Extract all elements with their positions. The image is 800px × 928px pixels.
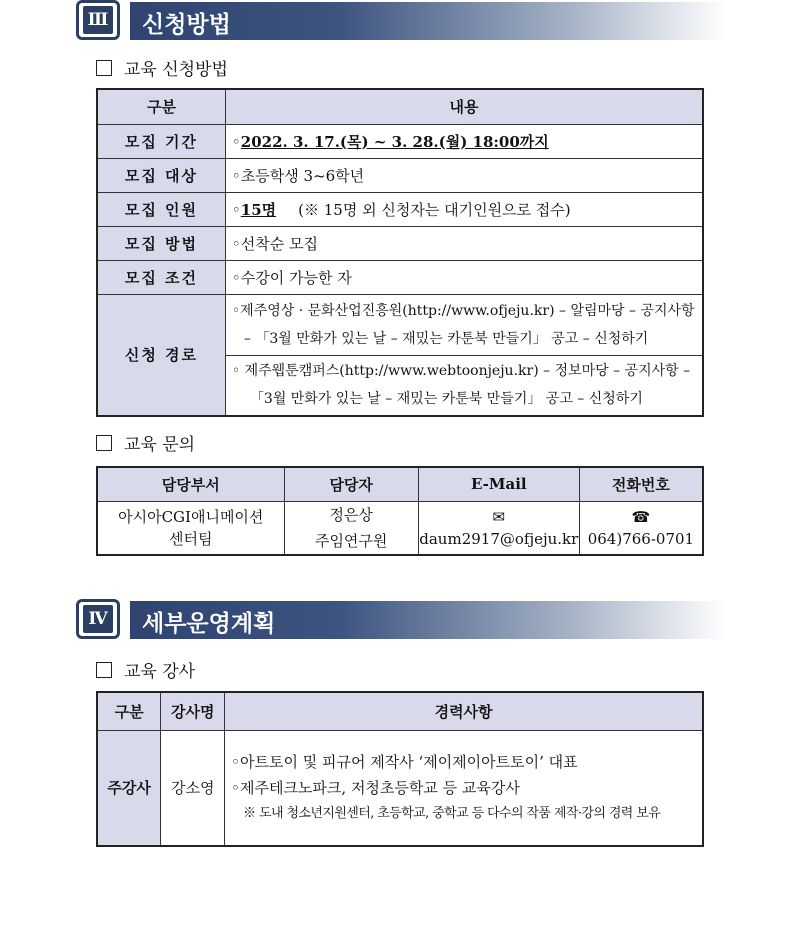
header-category: 구분	[97, 692, 161, 730]
phone-cell	[579, 501, 703, 555]
phone-value: 064)766-0701	[587, 529, 695, 548]
subheading-label: 교육 문의	[124, 435, 196, 455]
row-label: 모집 인원	[97, 192, 225, 226]
person-name: 정은상	[329, 505, 373, 524]
phone-icon: ☎	[631, 507, 651, 526]
section-number-box	[76, 0, 120, 40]
checkbox-icon	[96, 662, 112, 678]
bullet: ◦	[231, 132, 241, 151]
subheading-instructor	[96, 657, 195, 682]
table-row	[97, 192, 703, 226]
instructor-name: 강소영	[161, 730, 225, 846]
table-header-row	[97, 467, 703, 501]
section-number-box	[76, 599, 120, 639]
section-title-bar	[130, 2, 726, 40]
dept-line-1: 아시아CGI애니메이션	[118, 507, 264, 526]
career-line-3: ※ 도내 청소년지원센터, 초등학교, 중학교 등 다수의 작품 제작·강의 경력 보유	[243, 805, 661, 821]
apply-method-table	[96, 88, 704, 417]
bullet: ◦	[231, 234, 241, 253]
route-2-line-1: ◦ 제주웹툰캠퍼스(http://www.webtoonjeju.kr) – 정보마당 – 공지사항 –	[231, 363, 691, 380]
table-header-row	[97, 692, 703, 730]
table-row	[97, 260, 703, 294]
table-row	[97, 158, 703, 192]
row-label: 모집 방법	[97, 226, 225, 260]
route-2	[225, 355, 703, 416]
header-name: 강사명	[161, 692, 225, 730]
header-category: 구분	[97, 89, 225, 124]
mail-icon: ✉	[492, 507, 506, 526]
method-value: 선착순 모집	[240, 234, 318, 253]
row-value	[225, 124, 703, 158]
target-value: 초등학생 3~6학년	[240, 166, 365, 185]
row-value	[225, 260, 703, 294]
row-label: 모집 조건	[97, 260, 225, 294]
checkbox-icon	[96, 60, 112, 76]
header-dept: 담당부서	[97, 467, 284, 501]
header-career: 경력사항	[225, 692, 703, 730]
table-header-row	[97, 89, 703, 124]
route-2-line-2: 「3월 만화가 있는 날 – 재밌는 카툰북 만들기」 공고 – 신청하기	[249, 391, 643, 408]
bullet: ◦	[231, 200, 241, 219]
route-1-line-2: – 「3월 만화가 있는 날 – 재밌는 카툰북 만들기」 공고 – 신청하기	[243, 330, 649, 347]
dept-line-2: 센터팀	[169, 529, 213, 548]
headcount-note: (※ 15명 외 신청자는 대기인원으로 접수)	[298, 200, 571, 219]
route-1	[225, 294, 703, 355]
table-row	[97, 730, 703, 846]
row-value	[225, 192, 703, 226]
bullet: ◦	[231, 268, 241, 287]
instructor-table	[96, 691, 704, 847]
section-number: Ⅳ	[83, 605, 113, 633]
header-email: E-Mail	[418, 467, 579, 501]
career-cell	[225, 730, 703, 846]
subheading-label: 교육 신청방법	[124, 60, 228, 80]
header-person: 담당자	[284, 467, 418, 501]
row-value	[225, 226, 703, 260]
header-content: 내용	[225, 89, 703, 124]
subheading-label: 교육 강사	[124, 662, 196, 682]
row-label: 모집 기간	[97, 124, 225, 158]
section-4-header	[76, 599, 726, 643]
subheading-apply	[96, 55, 228, 80]
row-label: 모집 대상	[97, 158, 225, 192]
person-cell	[284, 501, 418, 555]
table-row	[97, 226, 703, 260]
section-number: Ⅲ	[83, 6, 113, 34]
career-line-1: ◦아트토이 및 피규어 제작사 ‘제이제이아트토이’ 대표	[231, 752, 578, 771]
career-line-2: ◦제주테크노파크, 저청초등학교 등 교육강사	[231, 778, 520, 797]
bullet: ◦	[231, 166, 241, 185]
table-row	[97, 124, 703, 158]
section-title: 세부운영계획	[142, 611, 276, 637]
headcount-value: 15명	[240, 200, 277, 219]
table-row	[97, 294, 703, 355]
header-phone: 전화번호	[579, 467, 703, 501]
dept-cell	[97, 501, 284, 555]
section-3-header	[76, 0, 726, 44]
section-title-bar	[130, 601, 726, 639]
condition-value: 수강이 가능한 자	[240, 268, 352, 287]
inquiry-table	[96, 466, 704, 556]
email-value: daum2917@ofjeju.kr	[419, 529, 579, 548]
table-row	[97, 501, 703, 555]
email-cell	[418, 501, 579, 555]
period-value: 2022. 3. 17.(목) ~ 3. 28.(월) 18:00까지	[240, 132, 549, 151]
checkbox-icon	[96, 435, 112, 451]
person-title: 주임연구원	[314, 531, 388, 550]
subheading-inquiry	[96, 430, 195, 455]
section-title: 신청방법	[142, 12, 231, 38]
row-value	[225, 158, 703, 192]
role-cell: 주강사	[97, 730, 161, 846]
route-1-line-1: ◦제주영상 · 문화산업진흥원(http://www.ofjeju.kr) – 알림마당 – 공지사항	[231, 302, 695, 319]
row-label: 신청 경로	[97, 294, 225, 416]
